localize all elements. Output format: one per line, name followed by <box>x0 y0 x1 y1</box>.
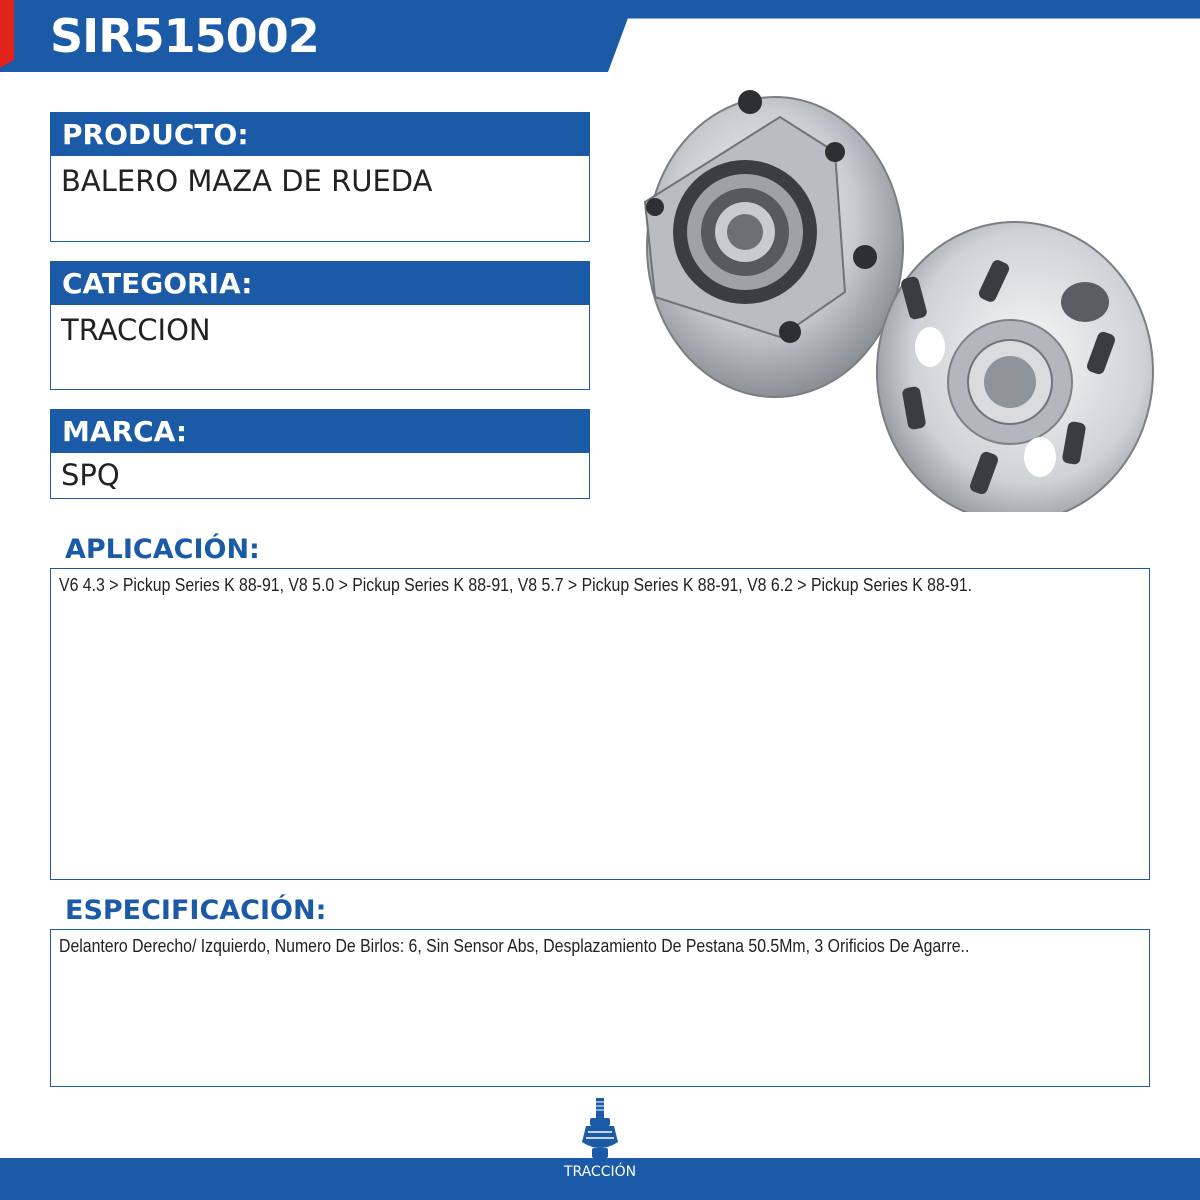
field-marca-label: MARCA: <box>50 409 590 453</box>
aplicacion-title: APLICACIÓN: <box>65 534 260 565</box>
especificacion-box <box>50 929 1150 1087</box>
field-categoria <box>50 261 590 390</box>
red-accent-tab <box>0 0 14 68</box>
wheel-hub-image <box>630 82 1170 512</box>
field-categoria-value: TRACCION <box>50 305 590 390</box>
footer-label: TRACCIÓN <box>563 1164 637 1180</box>
field-marca-value: SPQ <box>50 453 590 499</box>
especificacion-title: ESPECIFICACIÓN: <box>65 895 327 926</box>
cv-joint-icon <box>580 1098 620 1160</box>
field-producto <box>50 112 590 242</box>
aplicacion-box <box>50 568 1150 880</box>
especificacion-text: Delantero Derecho/ Izquierdo, Numero De Birlos: 6, Sin Sensor Abs, Desplazamiento De Pestana 50.5Mm, 3 Orificios De Agarre.. <box>59 936 970 956</box>
field-producto-value: BALERO MAZA DE RUEDA <box>50 156 590 242</box>
product-code: SIR515002 <box>50 9 319 63</box>
field-marca <box>50 409 590 499</box>
field-producto-label: PRODUCTO: <box>50 112 590 156</box>
field-categoria-label: CATEGORIA: <box>50 261 590 305</box>
aplicacion-text: V6 4.3 > Pickup Series K 88-91, V8 5.0 > Pickup Series K 88-91, V8 5.7 > Pickup Series K 88-91, V8 6.2 > Pickup Series K 88-91. <box>59 575 973 595</box>
